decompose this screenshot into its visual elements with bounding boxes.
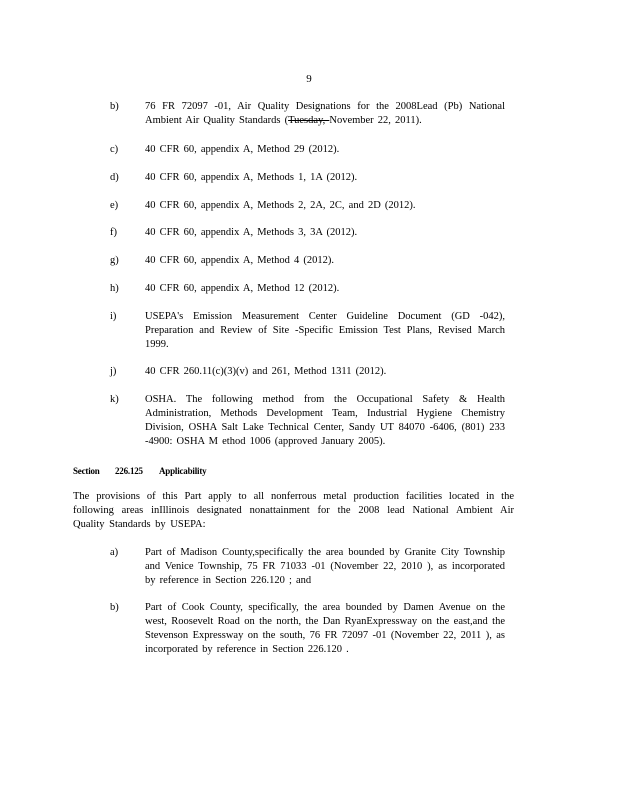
list-item-e <box>110 199 505 213</box>
list-item-i <box>110 310 505 352</box>
list-item-f <box>110 226 505 240</box>
page-number: 9 <box>306 73 312 85</box>
list-item-label: c) <box>110 144 119 155</box>
list-item-label: b) <box>110 101 119 112</box>
list-item-c <box>110 143 505 157</box>
section-number: 226.125 <box>115 466 143 476</box>
list-item-text: USEPA's Emission Measurement Center Guideline Document (GD -042), Preparation and Review of Site -Specific Emission Test Plans, Revised March 1999. <box>145 311 505 350</box>
list-item-text: 40 CFR 60, appendix A, Method 4 (2012). <box>145 255 334 266</box>
list-item-text: Part of Madison County,specifically the area bounded by Granite City Township and Venice Township, 75 FR 71033 -01 (November 22, 2010 ), as incorporated by reference in Section 226.120 ; and <box>145 547 505 586</box>
list-item-text: 40 CFR 260.11(c)(3)(v) and 261, Method 1311 (2012). <box>145 366 387 377</box>
list-item-text: 40 CFR 60, appendix A, Methods 1, 1A (2012). <box>145 172 358 183</box>
list-item-text-post: November 22, 2011). <box>329 115 422 126</box>
list-item-text: OSHA. The following method from the Occupational Safety & Health Administration, Methods Development Team, Industrial Hygiene Chemistry Division, OSHA Salt Lake Technical Center, Sandy UT 84070 -6406, (801) 233 -4900: OSHA M ethod 1006 (approved January 2005). <box>145 394 505 447</box>
list-item-label: e) <box>110 200 119 211</box>
list-item-b-bottom <box>110 601 505 657</box>
section-word: Section <box>73 466 100 476</box>
list-item-k <box>110 393 505 449</box>
list-item-label: j) <box>110 366 117 377</box>
list-item-label: g) <box>110 255 119 266</box>
section-title: Applicability <box>159 466 207 476</box>
list-item-label: k) <box>110 394 119 405</box>
list-item-text: 40 CFR 60, appendix A, Method 12 (2012). <box>145 283 340 294</box>
section-heading <box>73 464 206 478</box>
list-item-text: 40 CFR 60, appendix A, Method 29 (2012). <box>145 144 340 155</box>
list-item-h <box>110 282 505 296</box>
struck-text: Tuesday, <box>288 115 330 126</box>
list-item-text: 40 CFR 60, appendix A, Methods 3, 3A (2012). <box>145 227 358 238</box>
list-item-b <box>110 100 505 128</box>
list-item-label: b) <box>110 602 119 613</box>
list-item-label: a) <box>110 547 119 558</box>
list-item-text: 40 CFR 60, appendix A, Methods 2, 2A, 2C, and 2D (2012). <box>145 200 416 211</box>
list-item-j <box>110 365 505 379</box>
list-item-label: i) <box>110 311 117 322</box>
body-paragraph: The provisions of this Part apply to all nonferrous metal production facilities located in the following areas inIllinois designated nonattainment for the 2008 lead National Ambient Air Quality Standards by USEPA: <box>73 491 514 530</box>
list-item-text-pre: 76 FR 72097 -01, Air Quality Designations for the 2008Lead (Pb) National Ambient Air Quality Standards ( <box>145 101 505 126</box>
list-item-label: d) <box>110 172 119 183</box>
list-item-label: h) <box>110 283 119 294</box>
list-item-a-bottom <box>110 546 505 588</box>
list-item-g <box>110 254 505 268</box>
list-item-text <box>145 100 505 128</box>
list-item-text: Part of Cook County, specifically, the area bounded by Damen Avenue on the west, Roosevelt Road on the north, the Dan RyanExpressway on the east,and the Stevenson Expressway on the south, 76 FR 72097 -01 (November 22, 2011 ), as incorporated by reference in Section 226.120 . <box>145 602 505 655</box>
list-item-d <box>110 171 505 185</box>
list-item-label: f) <box>110 227 117 238</box>
